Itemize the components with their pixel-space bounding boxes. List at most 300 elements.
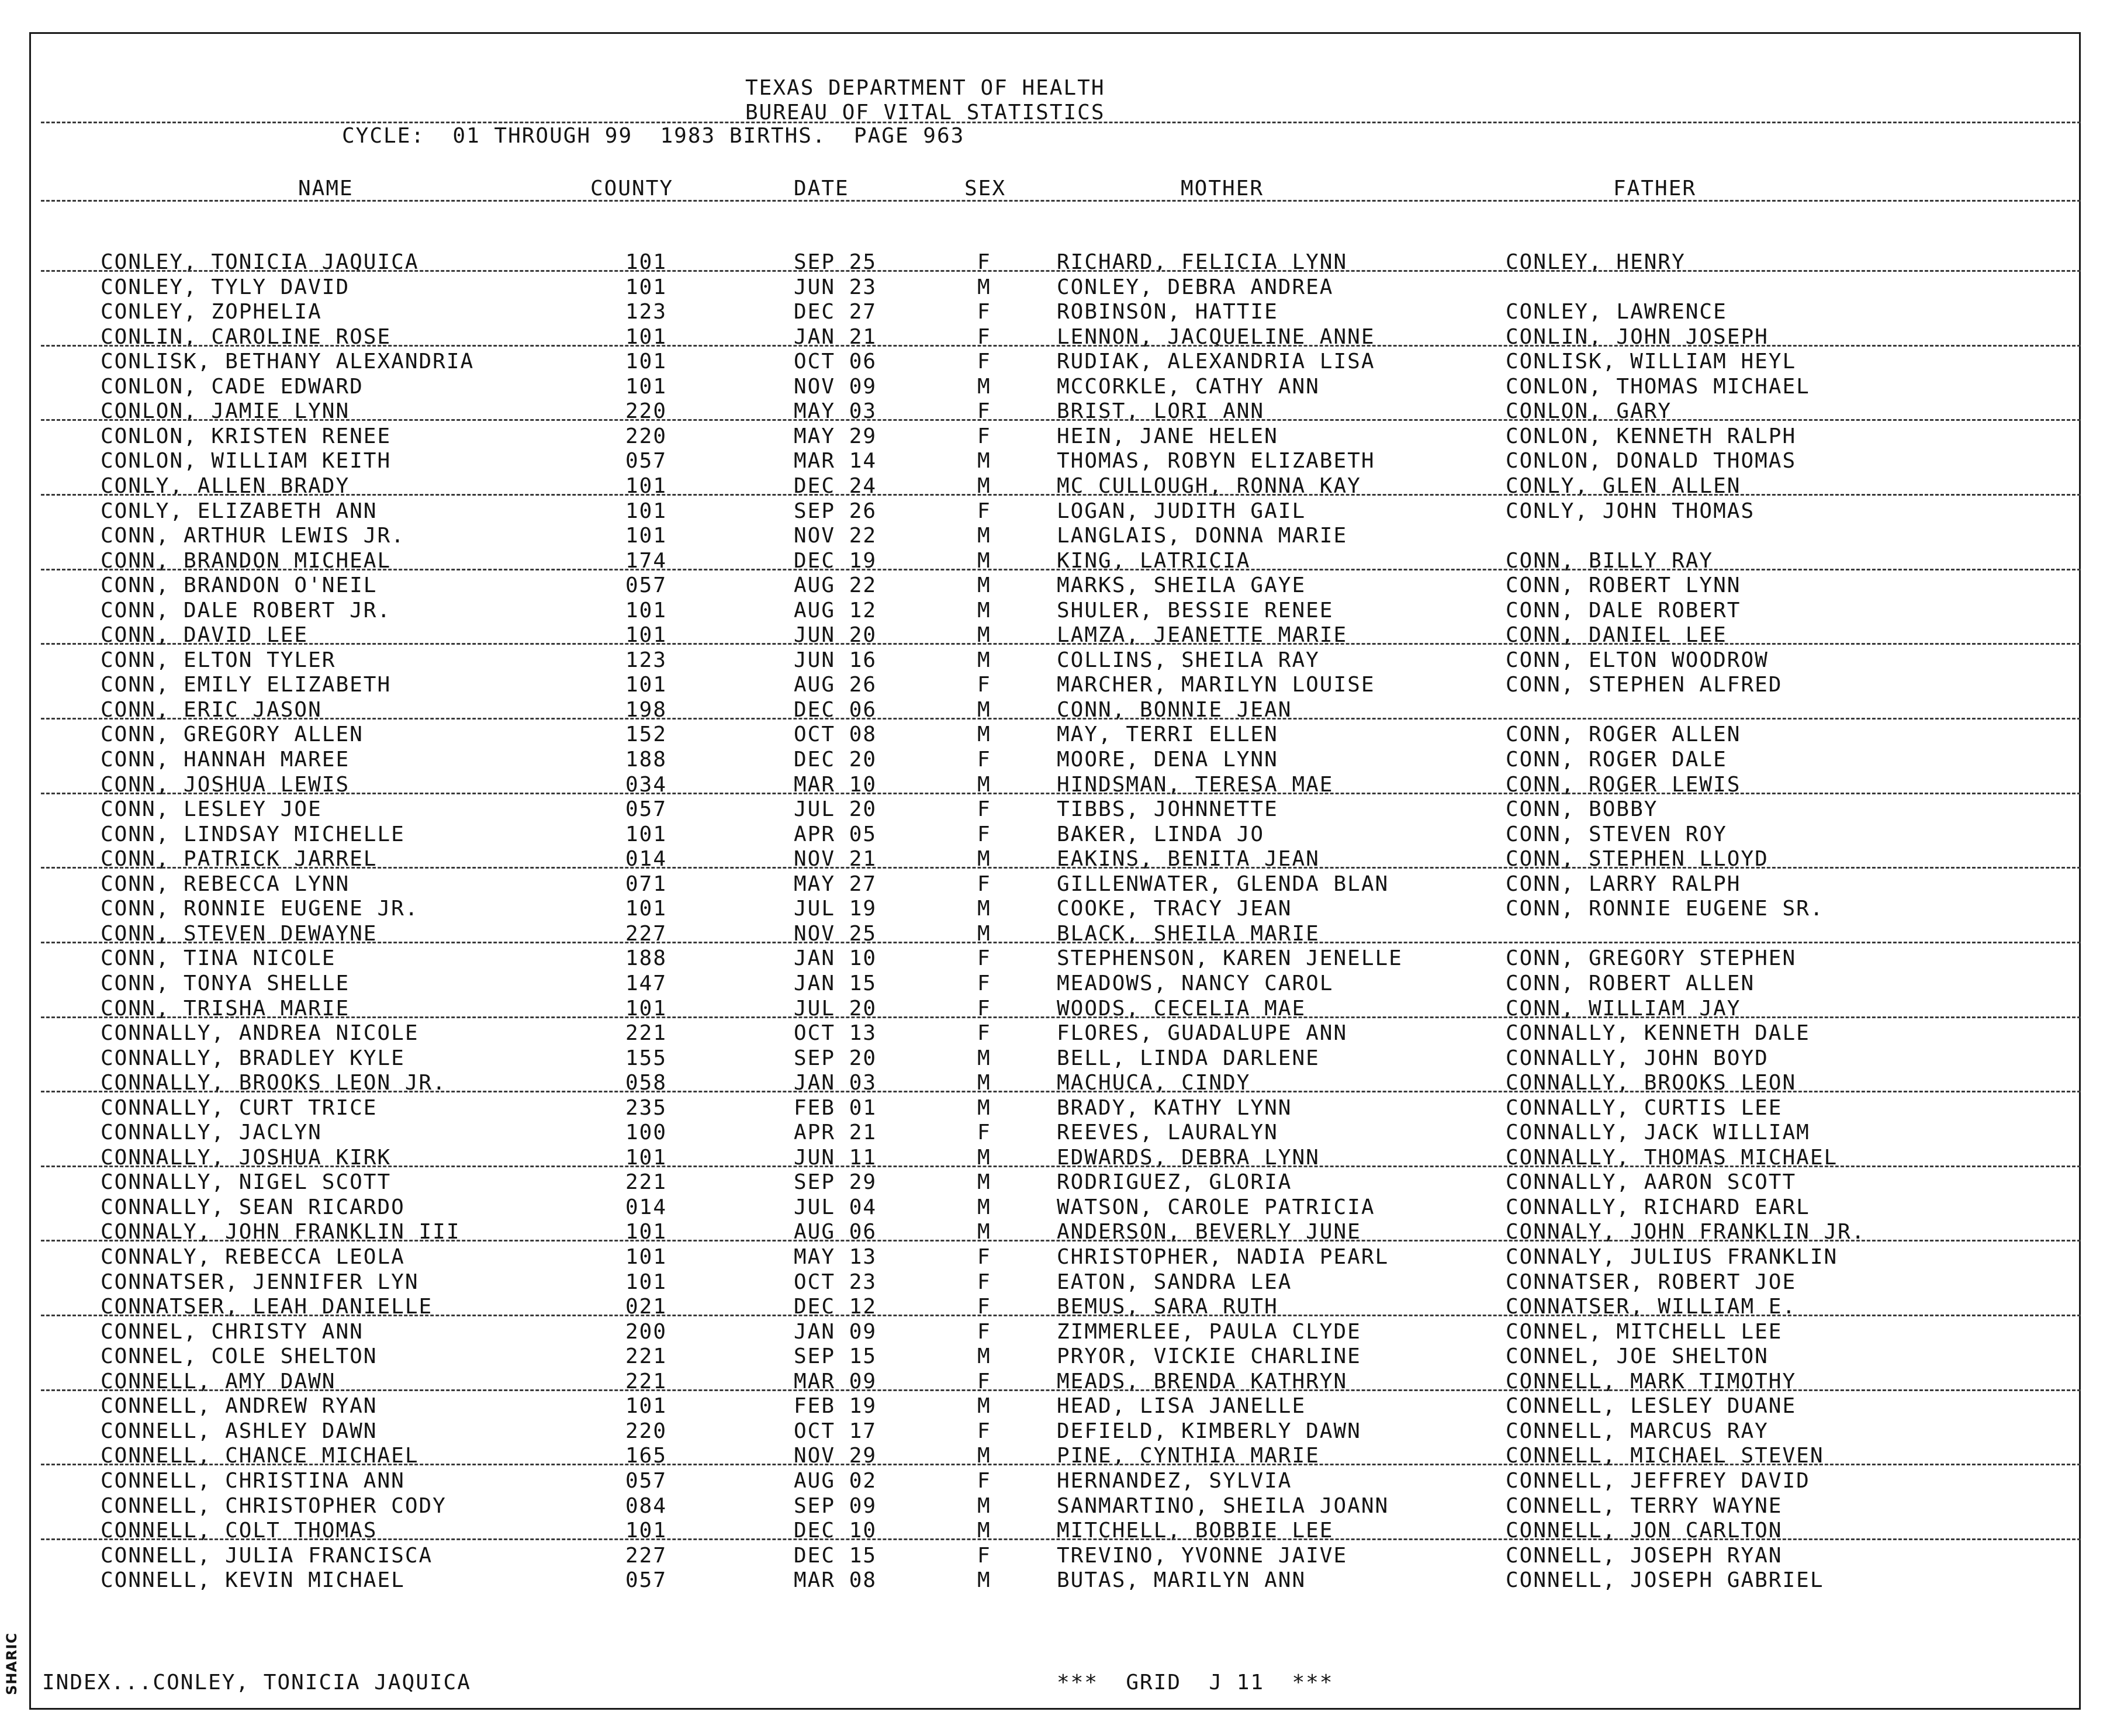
row-father: CONNATSER, WILLIAM E. bbox=[1506, 1295, 1797, 1319]
row-father: CONLON, KENNETH RALPH bbox=[1506, 424, 1797, 448]
row-date: JUL 19 bbox=[794, 897, 877, 921]
row-mother: WATSON, CAROLE PATRICIA bbox=[1057, 1195, 1375, 1219]
row-mother: LANGLAIS, DONNA MARIE bbox=[1057, 524, 1348, 548]
row-county: 101 bbox=[625, 250, 667, 274]
row-mother: BRIST, LORI ANN bbox=[1057, 399, 1265, 423]
row-group-divider bbox=[41, 1389, 2081, 1391]
row-sex: M bbox=[977, 648, 991, 672]
row-father: CONNELL, JEFFREY DAVID bbox=[1506, 1469, 1810, 1493]
department-title: TEXAS DEPARTMENT OF HEALTH bbox=[745, 76, 1105, 100]
row-father: CONNELL, JON CARLTON bbox=[1506, 1519, 1783, 1543]
row-father: CONNALLY, JOHN BOYD bbox=[1506, 1046, 1769, 1070]
row-county: 014 bbox=[625, 847, 667, 871]
row-name: CONN, LESLEY JOE bbox=[101, 797, 322, 821]
row-sex: M bbox=[977, 1568, 991, 1592]
row-sex: M bbox=[977, 1394, 991, 1418]
row-date: FEB 01 bbox=[794, 1096, 877, 1120]
row-mother: MACHUCA, CINDY bbox=[1057, 1071, 1251, 1095]
row-mother: CONLEY, DEBRA ANDREA bbox=[1057, 275, 1334, 299]
row-mother: MITCHELL, BOBBIE LEE bbox=[1057, 1519, 1334, 1543]
row-mother: REEVES, LAURALYN bbox=[1057, 1121, 1278, 1144]
row-county: 057 bbox=[625, 1568, 667, 1592]
row-mother: RODRIGUEZ, GLORIA bbox=[1057, 1170, 1292, 1194]
row-date: NOV 29 bbox=[794, 1444, 877, 1468]
row-date: JUL 04 bbox=[794, 1195, 877, 1219]
row-date: OCT 23 bbox=[794, 1270, 877, 1294]
row-group-divider bbox=[41, 419, 2081, 421]
row-county: 152 bbox=[625, 722, 667, 746]
row-county: 084 bbox=[625, 1494, 667, 1518]
row-mother: MC CULLOUGH, RONNA KAY bbox=[1057, 474, 1361, 498]
row-name: CONLEY, ZOPHELIA bbox=[101, 300, 322, 324]
row-group-divider bbox=[41, 1016, 2081, 1018]
row-county: 101 bbox=[625, 350, 667, 374]
row-father: CONNALLY, AARON SCOTT bbox=[1506, 1170, 1797, 1194]
row-name: CONN, GREGORY ALLEN bbox=[101, 722, 364, 746]
row-mother: ROBINSON, HATTIE bbox=[1057, 300, 1278, 324]
row-date: OCT 13 bbox=[794, 1021, 877, 1045]
row-father: CONNALLY, THOMAS MICHAEL bbox=[1506, 1146, 1838, 1170]
row-county: 101 bbox=[625, 1220, 667, 1244]
row-date: MAR 08 bbox=[794, 1568, 877, 1592]
row-date: MAR 14 bbox=[794, 449, 877, 473]
row-name: CONN, LINDSAY MICHELLE bbox=[101, 822, 405, 846]
row-county: 220 bbox=[625, 399, 667, 423]
row-county: 014 bbox=[625, 1195, 667, 1219]
row-father: CONNEL, MITCHELL LEE bbox=[1506, 1320, 1783, 1344]
row-mother: CONN, BONNIE JEAN bbox=[1057, 698, 1292, 722]
row-date: DEC 20 bbox=[794, 748, 877, 772]
row-father: CONNELL, TERRY WAYNE bbox=[1506, 1494, 1783, 1518]
row-date: JAN 10 bbox=[794, 946, 877, 970]
row-name: CONN, EMILY ELIZABETH bbox=[101, 673, 392, 697]
row-sex: M bbox=[977, 1046, 991, 1070]
row-mother: HEAD, LISA JANELLE bbox=[1057, 1394, 1306, 1418]
row-county: 021 bbox=[625, 1295, 667, 1319]
row-father: CONN, STEPHEN ALFRED bbox=[1506, 673, 1783, 697]
row-date: JAN 09 bbox=[794, 1320, 877, 1344]
row-county: 101 bbox=[625, 997, 667, 1021]
row-county: 188 bbox=[625, 748, 667, 772]
row-father: CONN, ROBERT LYNN bbox=[1506, 573, 1741, 597]
row-father: CONNALY, JOHN FRANKLIN JR. bbox=[1506, 1220, 1866, 1244]
row-mother: WOODS, CECELIA MAE bbox=[1057, 997, 1306, 1021]
row-name: CONN, HANNAH MAREE bbox=[101, 748, 350, 772]
row-name: CONNALY, REBECCA LEOLA bbox=[101, 1245, 405, 1269]
row-mother: PRYOR, VICKIE CHARLINE bbox=[1057, 1344, 1361, 1368]
row-group-divider bbox=[41, 1240, 2081, 1242]
row-county: 101 bbox=[625, 1519, 667, 1543]
row-date: DEC 12 bbox=[794, 1295, 877, 1319]
row-county: 221 bbox=[625, 1021, 667, 1045]
row-name: CONN, ARTHUR LEWIS JR. bbox=[101, 524, 405, 548]
col-header-county: COUNTY bbox=[590, 177, 674, 200]
row-date: DEC 06 bbox=[794, 698, 877, 722]
row-father: CONNELL, JOSEPH RYAN bbox=[1506, 1544, 1783, 1568]
row-county: 101 bbox=[625, 375, 667, 399]
row-name: CONN, BRANDON MICHEAL bbox=[101, 549, 392, 573]
row-father: CONN, GREGORY STEPHEN bbox=[1506, 946, 1797, 970]
row-date: JUN 23 bbox=[794, 275, 877, 299]
row-mother: ZIMMERLEE, PAULA CLYDE bbox=[1057, 1320, 1361, 1344]
row-father: CONNELL, MARK TIMOTHY bbox=[1506, 1370, 1797, 1393]
row-date: MAY 03 bbox=[794, 399, 877, 423]
row-sex: F bbox=[977, 1544, 991, 1568]
row-name: CONNALLY, JOSHUA KIRK bbox=[101, 1146, 392, 1170]
row-father: CONN, LARRY RALPH bbox=[1506, 872, 1741, 896]
row-sex: F bbox=[977, 350, 991, 374]
row-date: OCT 08 bbox=[794, 722, 877, 746]
row-name: CONNELL, ANDREW RYAN bbox=[101, 1394, 378, 1418]
row-county: 100 bbox=[625, 1121, 667, 1144]
row-mother: STEPHENSON, KAREN JENELLE bbox=[1057, 946, 1403, 970]
row-sex: M bbox=[977, 474, 991, 498]
row-name: CONLISK, BETHANY ALEXANDRIA bbox=[101, 350, 475, 374]
col-header-mother: MOTHER bbox=[1181, 177, 1264, 200]
row-date: JUN 20 bbox=[794, 623, 877, 647]
row-sex: F bbox=[977, 872, 991, 896]
col-header-sex: SEX bbox=[964, 177, 1006, 200]
row-name: CONNELL, JULIA FRANCISCA bbox=[101, 1544, 433, 1568]
row-mother: MARCHER, MARILYN LOUISE bbox=[1057, 673, 1375, 697]
row-sex: F bbox=[977, 1419, 991, 1443]
row-father: CONLY, GLEN ALLEN bbox=[1506, 474, 1741, 498]
row-name: CONN, TINA NICOLE bbox=[101, 946, 336, 970]
row-date: OCT 17 bbox=[794, 1419, 877, 1443]
row-county: 147 bbox=[625, 971, 667, 995]
row-county: 174 bbox=[625, 549, 667, 573]
row-father: CONN, DANIEL LEE bbox=[1506, 623, 1727, 647]
row-father: CONN, BOBBY bbox=[1506, 797, 1658, 821]
row-name: CONNELL, CHANCE MICHAEL bbox=[101, 1444, 419, 1468]
row-father: CONLEY, HENRY bbox=[1506, 250, 1686, 274]
row-date: JUL 20 bbox=[794, 797, 877, 821]
row-name: CONN, ERIC JASON bbox=[101, 698, 322, 722]
row-sex: M bbox=[977, 573, 991, 597]
row-father: CONN, STEVEN ROY bbox=[1506, 822, 1727, 846]
row-name: CONNELL, KEVIN MICHAEL bbox=[101, 1568, 405, 1592]
row-name: CONNALLY, BRADLEY KYLE bbox=[101, 1046, 405, 1070]
row-sex: F bbox=[977, 325, 991, 349]
row-name: CONNALLY, JACLYN bbox=[101, 1121, 322, 1144]
row-date: NOV 25 bbox=[794, 922, 877, 946]
row-sex: M bbox=[977, 1494, 991, 1518]
row-father: CONLON, GARY bbox=[1506, 399, 1672, 423]
row-mother: PINE, CYNTHIA MARIE bbox=[1057, 1444, 1320, 1468]
row-county: 220 bbox=[625, 1419, 667, 1443]
row-date: JUN 11 bbox=[794, 1146, 877, 1170]
row-date: AUG 22 bbox=[794, 573, 877, 597]
row-name: CONN, DALE ROBERT JR. bbox=[101, 599, 392, 623]
row-sex: F bbox=[977, 797, 991, 821]
row-name: CONNEL, COLE SHELTON bbox=[101, 1344, 378, 1368]
row-mother: LAMZA, JEANETTE MARIE bbox=[1057, 623, 1348, 647]
row-date: DEC 24 bbox=[794, 474, 877, 498]
row-group-divider bbox=[41, 1464, 2081, 1465]
row-sex: M bbox=[977, 599, 991, 623]
column-header-divider bbox=[41, 200, 2081, 202]
row-name: CONN, RONNIE EUGENE JR. bbox=[101, 897, 419, 921]
row-county: 101 bbox=[625, 822, 667, 846]
row-date: SEP 25 bbox=[794, 250, 877, 274]
row-county: 058 bbox=[625, 1071, 667, 1095]
row-sex: M bbox=[977, 922, 991, 946]
row-name: CONN, ELTON TYLER bbox=[101, 648, 336, 672]
row-sex: M bbox=[977, 1071, 991, 1095]
row-group-divider bbox=[41, 494, 2081, 496]
row-county: 101 bbox=[625, 275, 667, 299]
row-name: CONLON, CADE EDWARD bbox=[101, 375, 364, 399]
row-sex: F bbox=[977, 1295, 991, 1319]
row-mother: LENNON, JACQUELINE ANNE bbox=[1057, 325, 1375, 349]
row-father: CONNALLY, BROOKS LEON bbox=[1506, 1071, 1797, 1095]
row-date: DEC 19 bbox=[794, 549, 877, 573]
row-name: CONNELL, COLT THOMAS bbox=[101, 1519, 378, 1543]
row-county: 101 bbox=[625, 1146, 667, 1170]
row-sex: M bbox=[977, 847, 991, 871]
row-sex: M bbox=[977, 1220, 991, 1244]
row-name: CONN, TRISHA MARIE bbox=[101, 997, 350, 1021]
row-county: 101 bbox=[625, 499, 667, 523]
row-county: 188 bbox=[625, 946, 667, 970]
row-group-divider bbox=[41, 793, 2081, 794]
row-county: 200 bbox=[625, 1320, 667, 1344]
row-name: CONNELL, CHRISTINA ANN bbox=[101, 1469, 405, 1493]
row-name: CONNALLY, NIGEL SCOTT bbox=[101, 1170, 392, 1194]
row-name: CONLON, JAMIE LYNN bbox=[101, 399, 350, 423]
row-father: CONN, WILLIAM JAY bbox=[1506, 997, 1741, 1021]
row-mother: BEMUS, SARA RUTH bbox=[1057, 1295, 1278, 1319]
row-mother: THOMAS, ROBYN ELIZABETH bbox=[1057, 449, 1375, 473]
row-county: 227 bbox=[625, 1544, 667, 1568]
row-mother: HINDSMAN, TERESA MAE bbox=[1057, 773, 1334, 797]
row-date: MAR 09 bbox=[794, 1370, 877, 1393]
row-county: 101 bbox=[625, 623, 667, 647]
row-father: CONN, RONNIE EUGENE SR. bbox=[1506, 897, 1824, 921]
row-sex: F bbox=[977, 946, 991, 970]
row-county: 057 bbox=[625, 1469, 667, 1493]
row-date: OCT 06 bbox=[794, 350, 877, 374]
col-header-name: NAME bbox=[298, 177, 354, 200]
row-sex: F bbox=[977, 1469, 991, 1493]
row-mother: LOGAN, JUDITH GAIL bbox=[1057, 499, 1306, 523]
row-name: CONNEL, CHRISTY ANN bbox=[101, 1320, 364, 1344]
row-name: CONLEY, TYLY DAVID bbox=[101, 275, 350, 299]
col-header-father: FATHER bbox=[1613, 177, 1697, 200]
row-name: CONN, PATRICK JARREL bbox=[101, 847, 378, 871]
row-county: 101 bbox=[625, 474, 667, 498]
row-date: AUG 12 bbox=[794, 599, 877, 623]
row-group-divider bbox=[41, 1166, 2081, 1167]
row-mother: MAY, TERRI ELLEN bbox=[1057, 722, 1278, 746]
row-name: CONLON, KRISTEN RENEE bbox=[101, 424, 392, 448]
row-name: CONN, DAVID LEE bbox=[101, 623, 309, 647]
row-mother: BRADY, KATHY LYNN bbox=[1057, 1096, 1292, 1120]
row-date: MAY 27 bbox=[794, 872, 877, 896]
row-date: MAY 29 bbox=[794, 424, 877, 448]
row-county: 227 bbox=[625, 922, 667, 946]
row-sex: M bbox=[977, 1444, 991, 1468]
row-mother: CHRISTOPHER, NADIA PEARL bbox=[1057, 1245, 1389, 1269]
row-mother: MEADOWS, NANCY CAROL bbox=[1057, 971, 1334, 995]
row-date: APR 21 bbox=[794, 1121, 877, 1144]
row-county: 101 bbox=[625, 673, 667, 697]
row-father: CONNALLY, KENNETH DALE bbox=[1506, 1021, 1810, 1045]
row-date: MAR 10 bbox=[794, 773, 877, 797]
row-father: CONN, BILLY RAY bbox=[1506, 549, 1714, 573]
row-sex: F bbox=[977, 424, 991, 448]
row-county: 123 bbox=[625, 648, 667, 672]
row-father: CONNEL, JOE SHELTON bbox=[1506, 1344, 1769, 1368]
row-sex: M bbox=[977, 549, 991, 573]
row-name: CONLY, ELIZABETH ANN bbox=[101, 499, 378, 523]
row-father: CONLISK, WILLIAM HEYL bbox=[1506, 350, 1797, 374]
row-name: CONN, STEVEN DEWAYNE bbox=[101, 922, 378, 946]
row-mother: TREVINO, YVONNE JAIVE bbox=[1057, 1544, 1348, 1568]
row-county: 101 bbox=[625, 1394, 667, 1418]
row-group-divider bbox=[41, 270, 2081, 272]
row-county: 165 bbox=[625, 1444, 667, 1468]
row-date: NOV 21 bbox=[794, 847, 877, 871]
row-mother: RUDIAK, ALEXANDRIA LISA bbox=[1057, 350, 1375, 374]
col-header-date: DATE bbox=[794, 177, 849, 200]
row-name: CONN, JOSHUA LEWIS bbox=[101, 773, 350, 797]
row-sex: M bbox=[977, 524, 991, 548]
row-father: CONNALLY, JACK WILLIAM bbox=[1506, 1121, 1810, 1144]
row-mother: MEADS, BRENDA KATHRYN bbox=[1057, 1370, 1348, 1393]
row-name: CONLEY, TONICIA JAQUICA bbox=[101, 250, 419, 274]
row-date: NOV 09 bbox=[794, 375, 877, 399]
row-sex: M bbox=[977, 722, 991, 746]
row-county: 155 bbox=[625, 1046, 667, 1070]
row-county: 101 bbox=[625, 1270, 667, 1294]
row-name: CONN, BRANDON O'NEIL bbox=[101, 573, 378, 597]
row-sex: M bbox=[977, 773, 991, 797]
row-father: CONNELL, JOSEPH GABRIEL bbox=[1506, 1568, 1824, 1592]
row-county: 198 bbox=[625, 698, 667, 722]
row-date: SEP 20 bbox=[794, 1046, 877, 1070]
row-name: CONNELL, ASHLEY DAWN bbox=[101, 1419, 378, 1443]
row-date: SEP 15 bbox=[794, 1344, 877, 1368]
row-county: 034 bbox=[625, 773, 667, 797]
row-date: JAN 21 bbox=[794, 325, 877, 349]
row-county: 057 bbox=[625, 573, 667, 597]
row-mother: SHULER, BESSIE RENEE bbox=[1057, 599, 1334, 623]
row-mother: BUTAS, MARILYN ANN bbox=[1057, 1568, 1306, 1592]
row-sex: F bbox=[977, 399, 991, 423]
row-sex: F bbox=[977, 1121, 991, 1144]
row-sex: M bbox=[977, 1344, 991, 1368]
row-date: JAN 03 bbox=[794, 1071, 877, 1095]
row-sex: M bbox=[977, 897, 991, 921]
row-county: 220 bbox=[625, 424, 667, 448]
row-sex: F bbox=[977, 822, 991, 846]
row-father: CONNALLY, CURTIS LEE bbox=[1506, 1096, 1783, 1120]
row-county: 101 bbox=[625, 524, 667, 548]
row-mother: MOORE, DENA LYNN bbox=[1057, 748, 1278, 772]
row-county: 221 bbox=[625, 1344, 667, 1368]
row-county: 057 bbox=[625, 449, 667, 473]
side-mark: SHARIC bbox=[4, 1633, 20, 1695]
row-father: CONNATSER, ROBERT JOE bbox=[1506, 1270, 1797, 1294]
row-name: CONNALY, JOHN FRANKLIN III bbox=[101, 1220, 461, 1244]
row-father: CONN, ROBERT ALLEN bbox=[1506, 971, 1755, 995]
row-group-divider bbox=[41, 867, 2081, 869]
row-father: CONLY, JOHN THOMAS bbox=[1506, 499, 1755, 523]
row-sex: M bbox=[977, 449, 991, 473]
row-sex: M bbox=[977, 1170, 991, 1194]
row-group-divider bbox=[41, 1091, 2081, 1092]
index-footer: INDEX...CONLEY, TONICIA JAQUICA bbox=[42, 1671, 471, 1694]
row-sex: F bbox=[977, 499, 991, 523]
row-group-divider bbox=[41, 569, 2081, 570]
row-date: DEC 27 bbox=[794, 300, 877, 324]
row-mother: ANDERSON, BEVERLY JUNE bbox=[1057, 1220, 1361, 1244]
row-father: CONNALY, JULIUS FRANKLIN bbox=[1506, 1245, 1838, 1269]
row-date: NOV 22 bbox=[794, 524, 877, 548]
row-sex: F bbox=[977, 1320, 991, 1344]
row-father: CONN, ELTON WOODROW bbox=[1506, 648, 1769, 672]
row-date: MAY 13 bbox=[794, 1245, 877, 1269]
row-name: CONLON, WILLIAM KEITH bbox=[101, 449, 392, 473]
row-date: AUG 26 bbox=[794, 673, 877, 697]
row-mother: FLORES, GUADALUPE ANN bbox=[1057, 1021, 1348, 1045]
row-mother: KING, LATRICIA bbox=[1057, 549, 1251, 573]
row-mother: DEFIELD, KIMBERLY DAWN bbox=[1057, 1419, 1361, 1443]
row-group-divider bbox=[41, 643, 2081, 645]
row-county: 123 bbox=[625, 300, 667, 324]
row-name: CONN, REBECCA LYNN bbox=[101, 872, 350, 896]
cycle-line: CYCLE: 01 THROUGH 99 1983 BIRTHS. PAGE 963 bbox=[342, 124, 965, 148]
row-name: CONNATSER, JENNIFER LYN bbox=[101, 1270, 419, 1294]
row-date: DEC 15 bbox=[794, 1544, 877, 1568]
row-mother: COOKE, TRACY JEAN bbox=[1057, 897, 1292, 921]
row-father: CONN, DALE ROBERT bbox=[1506, 599, 1741, 623]
row-sex: M bbox=[977, 1195, 991, 1219]
row-sex: M bbox=[977, 1146, 991, 1170]
row-mother: MARKS, SHEILA GAYE bbox=[1057, 573, 1306, 597]
row-sex: F bbox=[977, 1270, 991, 1294]
row-date: SEP 26 bbox=[794, 499, 877, 523]
row-date: DEC 10 bbox=[794, 1519, 877, 1543]
row-father: CONLEY, LAWRENCE bbox=[1506, 300, 1727, 324]
row-father: CONLON, DONALD THOMAS bbox=[1506, 449, 1797, 473]
row-date: JAN 15 bbox=[794, 971, 877, 995]
row-mother: BELL, LINDA DARLENE bbox=[1057, 1046, 1320, 1070]
row-sex: M bbox=[977, 1096, 991, 1120]
row-date: SEP 09 bbox=[794, 1494, 877, 1518]
row-mother: GILLENWATER, GLENDA BLAN bbox=[1057, 872, 1389, 896]
row-name: CONNALLY, BROOKS LEON JR. bbox=[101, 1071, 447, 1095]
row-date: JUL 20 bbox=[794, 997, 877, 1021]
row-mother: HEIN, JANE HELEN bbox=[1057, 424, 1278, 448]
row-group-divider bbox=[41, 1538, 2081, 1540]
row-mother: EATON, SANDRA LEA bbox=[1057, 1270, 1292, 1294]
row-sex: M bbox=[977, 698, 991, 722]
row-group-divider bbox=[41, 345, 2081, 347]
row-county: 101 bbox=[625, 897, 667, 921]
row-sex: F bbox=[977, 673, 991, 697]
row-father: CONN, ROGER DALE bbox=[1506, 748, 1727, 772]
row-sex: F bbox=[977, 997, 991, 1021]
row-mother: BAKER, LINDA JO bbox=[1057, 822, 1265, 846]
row-father: CONLIN, JOHN JOSEPH bbox=[1506, 325, 1769, 349]
row-date: AUG 06 bbox=[794, 1220, 877, 1244]
row-county: 057 bbox=[625, 797, 667, 821]
row-father: CONNELL, MICHAEL STEVEN bbox=[1506, 1444, 1824, 1468]
row-name: CONNALLY, SEAN RICARDO bbox=[101, 1195, 405, 1219]
row-father: CONN, ROGER LEWIS bbox=[1506, 773, 1741, 797]
